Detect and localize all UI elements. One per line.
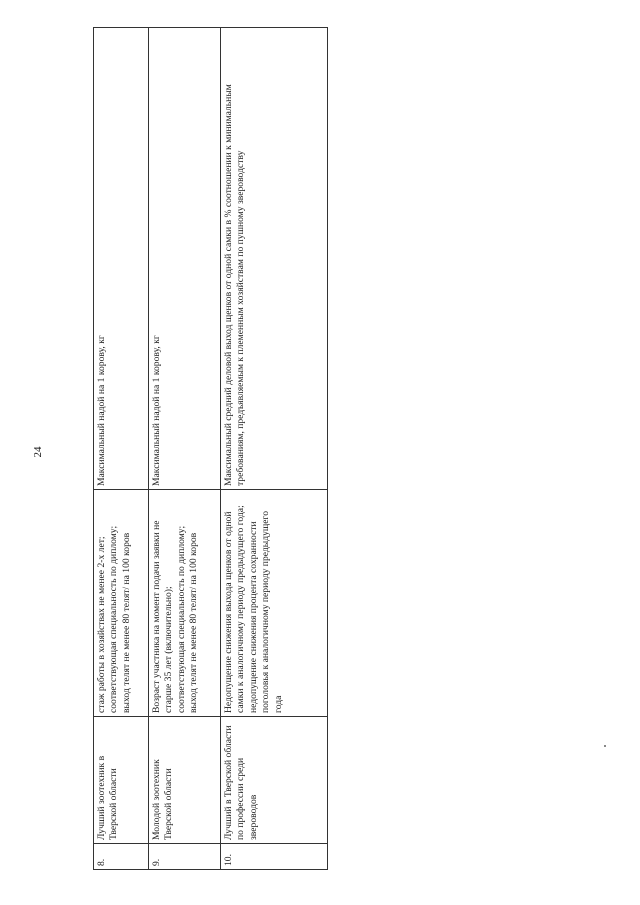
condition-line: Недопущение снижения выхода щенков от одной самки к аналогичному периоду предыдущего года; — [223, 505, 247, 713]
row-number-cell: 10. — [221, 844, 328, 870]
table-row — [221, 28, 328, 870]
condition-line: недопущение снижения процента сохранности поголовья к аналогичному периоду предыдущего года — [247, 510, 284, 713]
condition-line: выход телят не менее 80 телят/ на 100 коров — [120, 532, 132, 713]
nomination-cell: Молодой зоотехник Тверской области — [149, 717, 221, 844]
nomination-cell: Лучший в Тверской области по профессии среди звероводов — [221, 717, 328, 844]
conditions-cell — [94, 490, 149, 717]
page-number: 24 — [32, 446, 44, 458]
criteria-line: Максимальный надой на 1 корову, кг — [96, 335, 107, 486]
nomination-cell: Лучший зоотехник в Тверской области — [94, 717, 149, 844]
row-number-cell: 9. — [149, 844, 221, 870]
condition-line: соответствующая специальность по диплому; — [175, 525, 187, 713]
criteria-cell — [94, 28, 149, 490]
criteria-line: Максимальный надой на 1 корову, кг — [151, 335, 162, 486]
conditions-cell — [149, 490, 221, 717]
rotated-table-container — [93, 28, 327, 870]
condition-line: стаж работы в хозяйствах не менее 2-х лет; — [96, 536, 107, 713]
table-row — [149, 28, 221, 870]
row-number-cell: 8. — [94, 844, 149, 870]
criteria-cell — [149, 28, 221, 490]
condition-line: соответствующая специальность по диплому; — [108, 525, 120, 713]
condition-line: выход телят не менее 80 телят/ на 100 коров — [188, 532, 200, 713]
condition-line: Возраст участника на момент подачи заявки не старше 35 лет (включительно); — [151, 520, 175, 713]
criteria-cell — [221, 28, 328, 490]
criteria-line: Максимальный средний деловой выход щенков от одной самки в % соотношении к минимальным требованиям, предъявляемым к племенным хозяйствам по пушному звероводству — [223, 84, 247, 486]
table-row — [94, 28, 149, 870]
scan-speck — [604, 745, 606, 747]
nominations-table — [93, 27, 328, 870]
conditions-cell — [221, 490, 328, 717]
